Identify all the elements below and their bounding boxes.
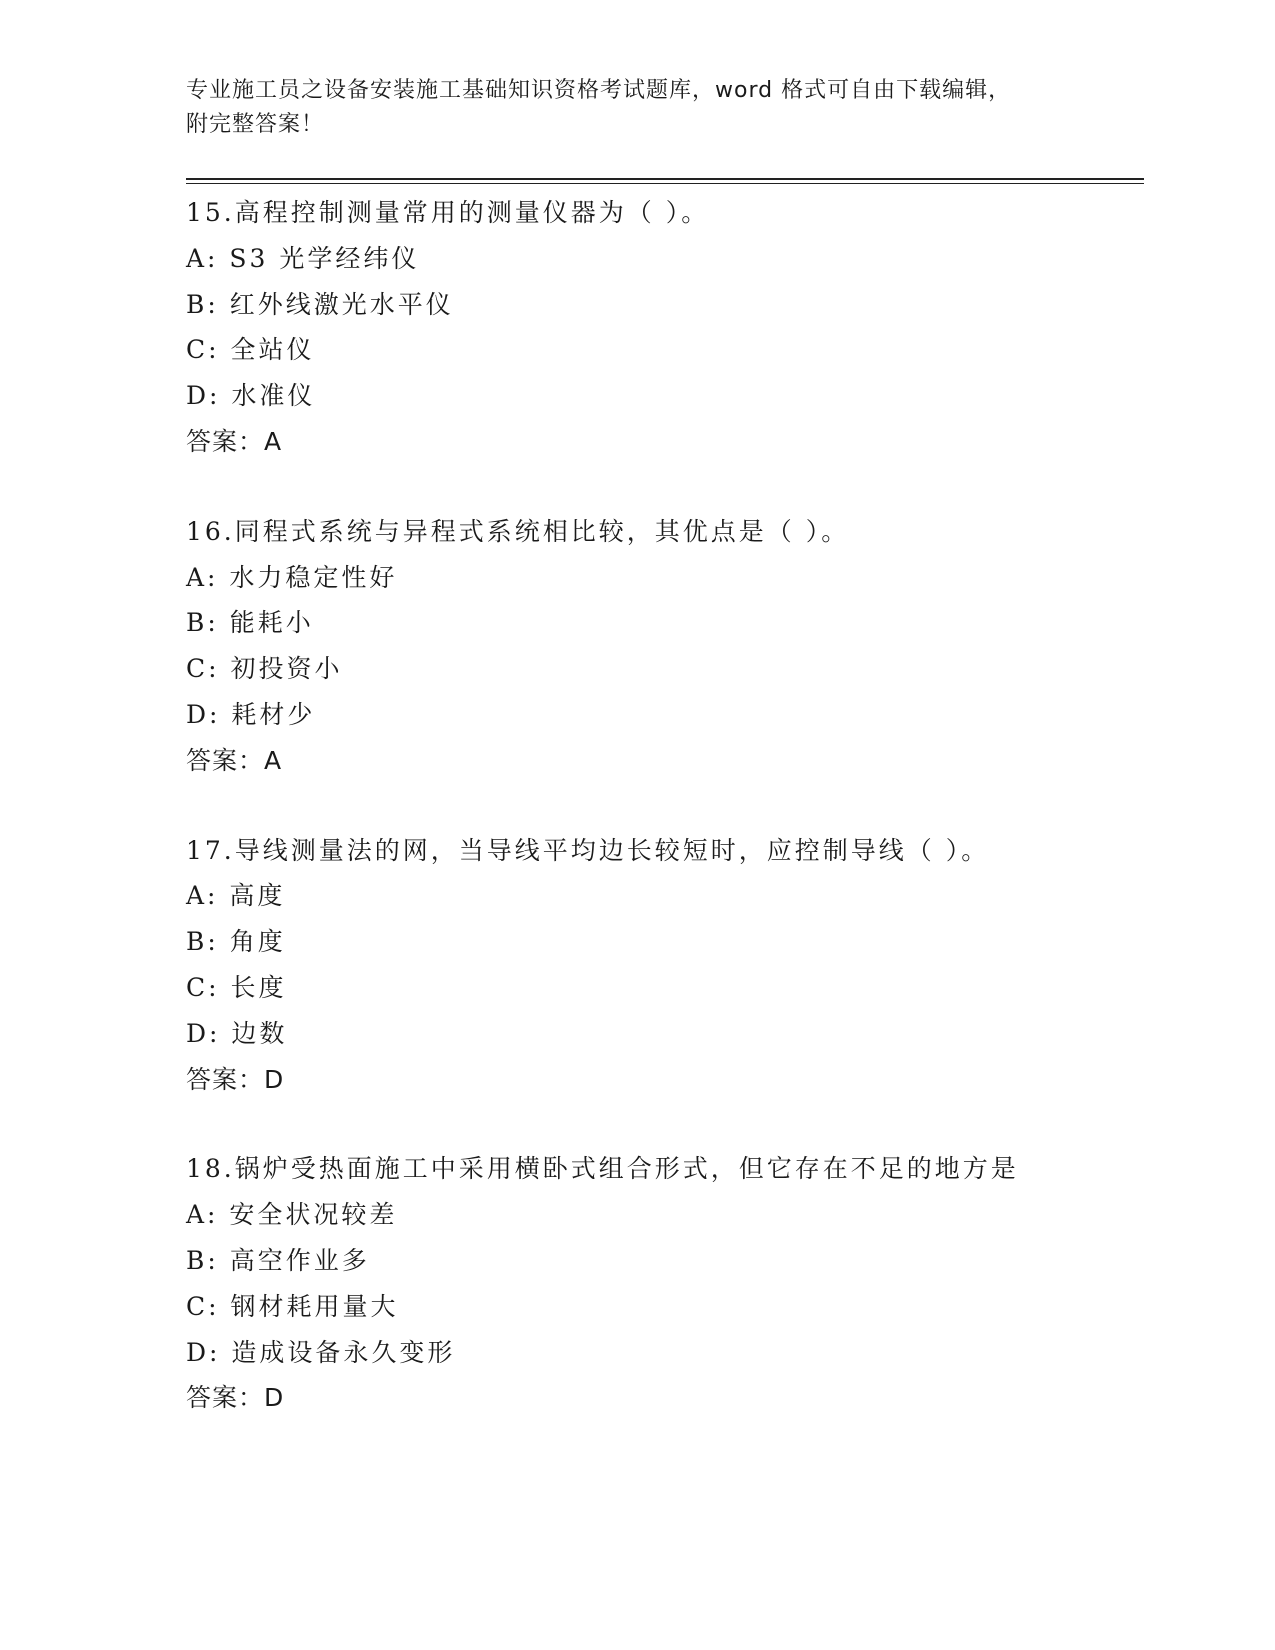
question-stem: 15.高程控制测量常用的测量仪器为（ ）。 xyxy=(186,198,710,227)
option-a: A: 高度 xyxy=(186,881,286,911)
document-header xyxy=(186,74,1086,142)
option-a: A: 安全状况较差 xyxy=(186,1200,398,1230)
option-c: C: 全站仪 xyxy=(186,335,315,365)
option-b: B: 红外线激光水平仪 xyxy=(186,289,454,319)
option-c: C: 钢材耗用量大 xyxy=(186,1291,399,1321)
option-a: A: 水力稳定性好 xyxy=(186,562,398,592)
option-b: B: 能耗小 xyxy=(186,608,314,638)
option-a: A: S3 光学经纬仪 xyxy=(186,243,420,273)
header-divider-thick xyxy=(186,178,1144,180)
answer-label: 答案：D xyxy=(186,1064,285,1094)
option-d: D: 水准仪 xyxy=(186,381,316,411)
question-17 xyxy=(186,828,1146,1103)
question-15 xyxy=(186,190,1146,465)
question-list xyxy=(186,190,1146,1465)
option-b: B: 角度 xyxy=(186,927,286,957)
question-stem: 18.锅炉受热面施工中采用横卧式组合形式，但它存在不足的地方是 xyxy=(186,1154,1019,1184)
option-d: D: 边数 xyxy=(186,1018,288,1048)
answer-label: 答案：A xyxy=(186,745,283,775)
question-stem: 16.同程式系统与异程式系统相比较，其优点是（ ）。 xyxy=(186,516,850,546)
option-b: B: 高空作业多 xyxy=(186,1245,370,1275)
header-divider-thin xyxy=(186,183,1144,184)
option-c: C: 长度 xyxy=(186,972,287,1002)
option-d: D: 耗材少 xyxy=(186,699,316,729)
header-line-1: 专业施工员之设备安装施工基础知识资格考试题库，word 格式可自由下载编辑， xyxy=(186,78,1012,103)
question-16 xyxy=(186,509,1146,784)
option-d: D: 造成设备永久变形 xyxy=(186,1337,456,1367)
question-18 xyxy=(186,1146,1146,1421)
header-line-2: 附完整答案！ xyxy=(186,112,325,137)
question-stem: 17.导线测量法的网，当导线平均边长较短时，应控制导线（ ）。 xyxy=(186,835,990,865)
option-c: C: 初投资小 xyxy=(186,654,343,684)
answer-label: 答案：D xyxy=(186,1383,285,1413)
answer-label: 答案：A xyxy=(186,426,283,456)
